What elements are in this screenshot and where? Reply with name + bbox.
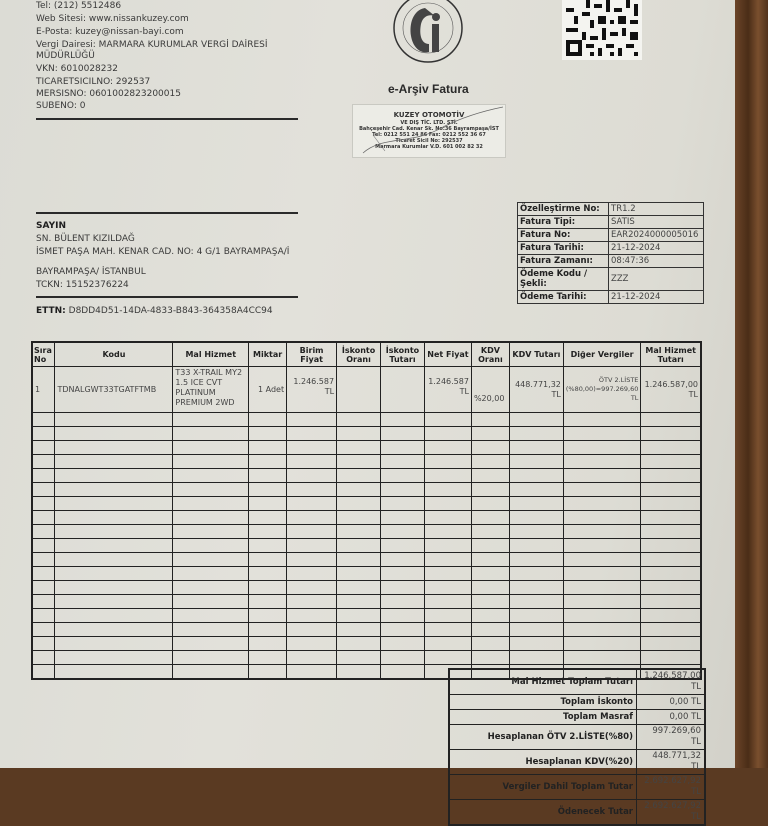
empty-row	[32, 427, 701, 441]
table-row	[32, 367, 701, 413]
buyer-label: SAYIN	[36, 221, 66, 231]
total-value: 1.246.587,00 TL	[637, 669, 706, 695]
col-iskonto-orani: İskonto Oranı	[337, 342, 381, 367]
empty-row	[32, 553, 701, 567]
col-mal-hizmet-tutari: Mal Hizmet Tutarı	[641, 342, 701, 367]
empty-row	[32, 497, 701, 511]
divider	[36, 296, 298, 298]
gib-seal-icon	[385, 0, 471, 70]
empty-row	[32, 609, 701, 623]
stamp-tax: Marmara Kurumlar V.D. 601 002 82 32	[375, 144, 483, 150]
qr-code-icon	[562, 0, 642, 60]
divider	[36, 212, 298, 214]
ettn-value: D8DD4D51-14DA-4833-B843-364358A4CC94	[68, 306, 273, 316]
col-kdv-tutari: KDV Tutarı	[509, 342, 563, 367]
cell-birim-fiyat: 1.246.587 TL	[287, 367, 337, 413]
empty-row	[32, 581, 701, 595]
info-row	[518, 229, 704, 242]
col-net-fiyat: Net Fiyat	[424, 342, 471, 367]
total-value: 2.692.627,92 TL	[637, 775, 706, 800]
total-value: 0,00 TL	[637, 710, 706, 725]
seller-branch: SUBENO: 0	[36, 101, 86, 111]
total-key: Ödenecek Tutar	[449, 800, 637, 826]
col-mal-hizmet: Mal Hizmet	[173, 342, 249, 367]
col-kodu: Kodu	[55, 342, 173, 367]
cell-mal-hizmet: T33 X-TRAIL MY2 1.5 ICE CVT PLATINUM PREMIUM 2WD	[173, 367, 249, 413]
col-sira-no: Sıra No	[32, 342, 55, 367]
stamp-address: Bahçeşehir Cad. Kenar Sk. No:36 Bayrampaşa/İST	[359, 126, 499, 132]
stamp-company-type: VE DIŞ TİC. LTD. ŞTİ.	[400, 120, 458, 126]
total-key: Hesaplanan KDV(%20)	[449, 750, 637, 775]
buyer-address: İSMET PAŞA MAH. KENAR CAD. NO: 4 G/1 BAYRAMPAŞA/İ	[36, 247, 290, 257]
ettn-label: ETTN:	[36, 306, 66, 316]
empty-row	[32, 595, 701, 609]
stamp-phone: Tel: 0212 551 24 86 Fax: 0212 552 36 67	[372, 132, 486, 138]
seller-vkn: VKN: 6010028232	[36, 64, 118, 74]
seller-email: E-Posta: kuzey@nissan-bayi.com	[36, 27, 184, 37]
info-row	[518, 268, 704, 291]
total-key: Toplam İskonto	[449, 695, 637, 710]
empty-row	[32, 567, 701, 581]
totals-row	[449, 669, 705, 695]
totals-row	[449, 800, 705, 826]
empty-row	[32, 637, 701, 651]
table-header-row	[32, 342, 701, 367]
ettn	[36, 305, 273, 317]
buyer-name: SN. BÜLENT KIZILDAĞ	[36, 234, 135, 244]
col-birim-fiyat: Birim Fiyat	[287, 342, 337, 367]
cell-sira: 1	[32, 367, 55, 413]
totals-row	[449, 775, 705, 800]
total-key: Mal Hizmet Toplam Tutarı	[449, 669, 637, 695]
seller-web: Web Sitesi: www.nissankuzey.com	[36, 14, 189, 24]
cell-net-fiyat: 1.246.587 TL	[424, 367, 471, 413]
cell-iskonto-orani	[337, 367, 381, 413]
totals-row	[449, 695, 705, 710]
col-iskonto-tutari: İskonto Tutarı	[381, 342, 425, 367]
total-value: 997.269,60 TL	[637, 725, 706, 750]
col-kdv-orani: KDV Oranı	[471, 342, 509, 367]
cell-kdv-orani: %20,00	[471, 367, 509, 413]
total-value: 2.692.627,92 TL	[637, 800, 706, 826]
buyer-city: BAYRAMPAŞA/ İSTANBUL	[36, 267, 146, 277]
stamp-registry: Ticaret Sicil No: 292537	[395, 138, 463, 144]
empty-row	[32, 469, 701, 483]
empty-row	[32, 525, 701, 539]
info-key: Fatura Tipi:	[518, 216, 609, 229]
total-key: Hesaplanan ÖTV 2.LİSTE(%80)	[449, 725, 637, 750]
seller-trade-reg: TICARETSICILNO: 292537	[36, 77, 151, 87]
seller-mersis: MERSISNO: 0601002823200015	[36, 89, 181, 99]
totals-table	[448, 668, 706, 826]
cell-kodu: TDNALGWT33TGATFTMB	[55, 367, 173, 413]
invoice-info-table	[517, 202, 704, 304]
empty-row	[32, 441, 701, 455]
info-key: Ödeme Kodu / Şekli:	[518, 268, 609, 291]
info-key: Fatura No:	[518, 229, 609, 242]
total-value: 448.771,32 TL	[637, 750, 706, 775]
info-row	[518, 255, 704, 268]
line-items-table	[31, 341, 702, 680]
info-key: Özelleştirme No:	[518, 203, 609, 216]
totals-row	[449, 725, 705, 750]
totals-row	[449, 750, 705, 775]
empty-row	[32, 483, 701, 497]
empty-row	[32, 455, 701, 469]
info-row	[518, 291, 704, 304]
info-key: Ödeme Tarihi:	[518, 291, 609, 304]
company-stamp	[352, 104, 506, 158]
divider	[36, 118, 298, 120]
empty-row	[32, 413, 701, 427]
stamp-company: KUZEY OTOMOTİV	[393, 111, 465, 119]
col-diger-vergiler: Diğer Vergiler	[563, 342, 641, 367]
total-key: Toplam Masraf	[449, 710, 637, 725]
buyer-tckn: TCKN: 15152376224	[36, 280, 129, 290]
info-value: 21-12-2024	[609, 291, 704, 304]
info-value: SATIS	[609, 216, 704, 229]
info-row	[518, 242, 704, 255]
cell-miktar: 1 Adet	[249, 367, 287, 413]
col-miktar: Miktar	[249, 342, 287, 367]
seller-tel: Tel: (212) 5512486	[36, 1, 122, 11]
total-key: Vergiler Dahil Toplam Tutar	[449, 775, 637, 800]
cell-iskonto-tutari	[381, 367, 425, 413]
empty-row	[32, 623, 701, 637]
document-title: e-Arşiv Fatura	[388, 82, 469, 96]
info-value: 21-12-2024	[609, 242, 704, 255]
seller-tax-office: Vergi Dairesi: MARMARA KURUMLAR VERGİ DAİRESİ	[36, 40, 268, 50]
info-key: Fatura Zamanı:	[518, 255, 609, 268]
cell-kdv-tutari: 448.771,32 TL	[509, 367, 563, 413]
info-row	[518, 216, 704, 229]
info-value: TR1.2	[609, 203, 704, 216]
totals-row	[449, 710, 705, 725]
wooden-surface	[735, 0, 768, 768]
empty-row	[32, 651, 701, 665]
empty-row	[32, 539, 701, 553]
seller-tax-office-cont: MÜDÜRLÜĞÜ	[36, 51, 95, 61]
cell-mal-hizmet-tutari: 1.246.587,00 TL	[641, 367, 701, 413]
info-row	[518, 203, 704, 216]
info-value: 08:47:36	[609, 255, 704, 268]
info-key: Fatura Tarihi:	[518, 242, 609, 255]
info-value: EAR2024000005016	[609, 229, 704, 242]
cell-diger-vergiler: ÖTV 2.LİSTE (%80,00)=997.269,60 TL	[563, 367, 641, 413]
empty-row	[32, 511, 701, 525]
total-value: 0,00 TL	[637, 695, 706, 710]
signature-icon	[353, 105, 505, 157]
info-value: ZZZ	[609, 268, 704, 291]
